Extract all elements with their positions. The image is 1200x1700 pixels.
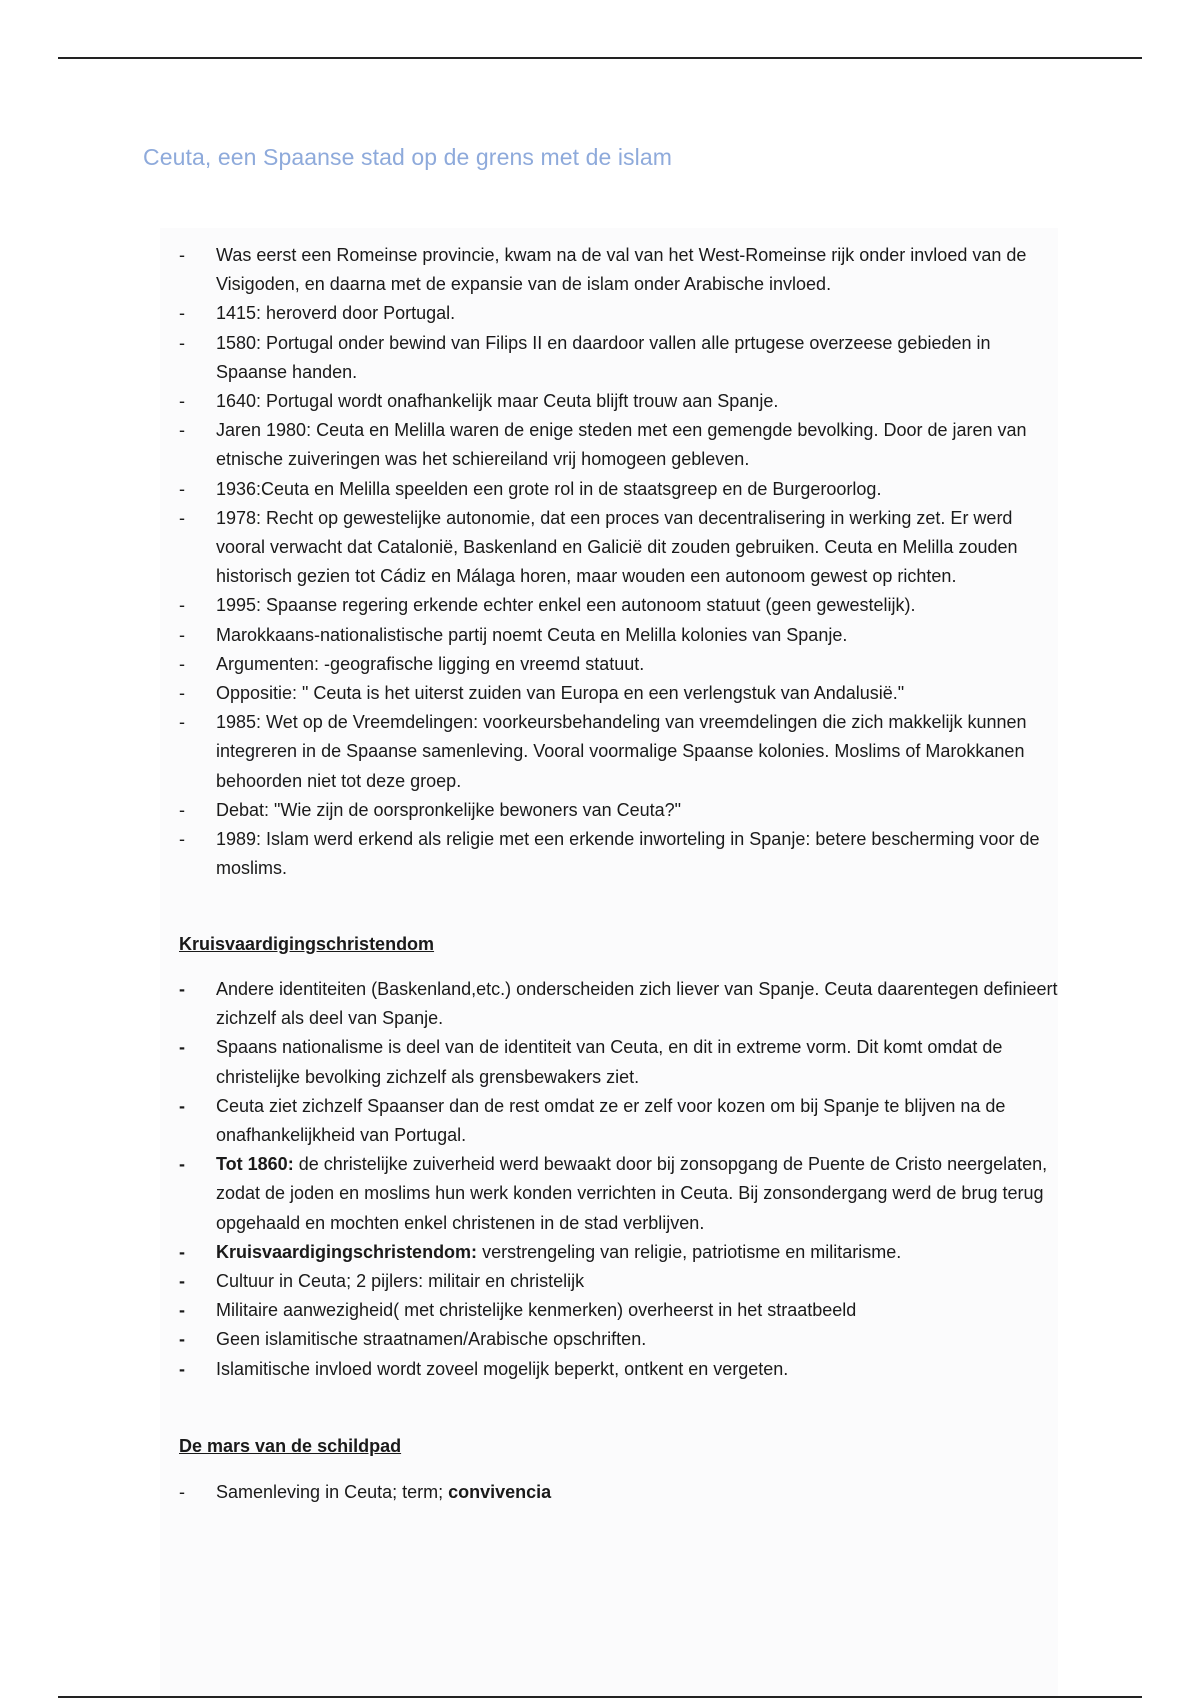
bullet-dash: - — [179, 653, 185, 674]
list-item: - Debat: "Wie zijn de oorspronkelijke bewoners van Ceuta?" — [179, 796, 1059, 825]
history-list — [179, 241, 1059, 883]
bullet-dash: - — [179, 799, 185, 820]
list-item: - Islamitische invloed wordt zoveel mogelijk beperkt, ontkent en vergeten. — [179, 1355, 1059, 1384]
bullet-dash: - — [179, 1300, 185, 1321]
list-item: - Spaans nationalisme is deel van de identiteit van Ceuta, en dit in extreme vorm. Dit komt omdat de christelijke bevolking zichzelf als grensbewakers ziet. — [179, 1033, 1059, 1091]
list-item: - 1978: Recht op gewestelijke autonomie, dat een proces van decentralisering in werking zet. Er werd vooral verwacht dat Catalonië, Baskenland en Galicië dit zouden gebruiken. Ceuta en Melilla zouden historisch gezien tot Cádiz en Málaga horen, maar wouden een autonoom gewest op richten. — [179, 504, 1059, 592]
bullet-dash: - — [179, 1241, 185, 1262]
bullet-dash: - — [179, 595, 185, 616]
bullet-dash: - — [179, 979, 185, 999]
document-title: Ceuta, een Spaanse stad op de grens met de islam — [143, 144, 673, 170]
bullet-dash: - — [179, 245, 185, 265]
bullet-dash: - — [179, 1482, 185, 1502]
bullet-dash: - — [179, 1271, 185, 1292]
bullet-dash: - — [179, 303, 185, 324]
section-history — [179, 241, 1059, 883]
bullet-dash: - — [179, 478, 185, 499]
bottom-rule — [58, 1696, 1142, 1698]
bullet-dash: - — [179, 1154, 185, 1175]
section-mars-van-de-schildpad — [179, 1478, 1059, 1507]
bullet-dash: - — [179, 683, 185, 704]
list-item: - Andere identiteiten (Baskenland,etc.) onderscheiden zich liever van Spanje. Ceuta daarentegen definieert zichzelf als deel van Spanje. — [179, 975, 1059, 1033]
bullet-dash: - — [179, 1037, 185, 1058]
section-heading-kruisvaardigingschristendom: Kruisvaardigingschristendom — [179, 934, 435, 954]
list-item: - Oppositie: " Ceuta is het uiterst zuiden van Europa en een verlengstuk van Andalusië." — [179, 679, 1059, 708]
list-item: - Cultuur in Ceuta; 2 pijlers: militair en christelijk — [179, 1267, 1059, 1296]
list-item: - Jaren 1980: Ceuta en Melilla waren de enige steden met een gemengde bevolking. Door de jaren van etnische zuiveringen was het schiereiland vrij homogeen gebleven. — [179, 416, 1059, 474]
list-item: - 1995: Spaanse regering erkende echter enkel een autonoom statuut (geen gewestelijk). — [179, 591, 1059, 620]
list-item: - 1415: heroverd door Portugal. — [179, 299, 1059, 328]
bullet-dash: - — [179, 624, 185, 645]
bullet-dash: - — [179, 712, 185, 733]
bullet-dash: - — [179, 1095, 185, 1116]
list-item: - Argumenten: -geografische ligging en vreemd statuut. — [179, 650, 1059, 679]
list-item: - Militaire aanwezigheid( met christelijke kenmerken) overheerst in het straatbeeld — [179, 1296, 1059, 1325]
list-item: - Ceuta ziet zichzelf Spaanser dan de rest omdat ze er zelf voor kozen om bij Spanje te blijven na de onafhankelijkheid van Portugal. — [179, 1092, 1059, 1150]
top-rule — [58, 57, 1142, 59]
bullet-dash: - — [179, 420, 185, 441]
list-item: - Was eerst een Romeinse provincie, kwam na de val van het West-Romeinse rijk onder invloed van de Visigoden, en daarna met de expansie van de islam onder Arabische invloed. — [179, 241, 1059, 299]
list-item: - Marokkaans-nationalistische partij noemt Ceuta en Melilla kolonies van Spanje. — [179, 621, 1059, 650]
bullet-dash: - — [179, 829, 185, 850]
bullet-dash: - — [179, 391, 185, 412]
list-item: - 1580: Portugal onder bewind van Filips II en daardoor vallen alle prtugese overzeese gebieden in Spaanse handen. — [179, 329, 1059, 387]
bullet-dash: - — [179, 507, 185, 528]
section-kruisvaardigingschristendom — [179, 975, 1059, 1384]
list-item: - 1640: Portugal wordt onafhankelijk maar Ceuta blijft trouw aan Spanje. — [179, 387, 1059, 416]
list-item: - Tot 1860: de christelijke zuiverheid werd bewaakt door bij zonsopgang de Puente de Cristo neergelaten, zodat de joden en moslims hun werk konden verrichten in Ceuta. Bij zonsondergang werd de brug terug opgehaald en mochten enkel christenen in de stad verblijven. — [179, 1150, 1059, 1238]
bullet-dash: - — [179, 332, 185, 353]
list-item: - Geen islamitische straatnamen/Arabische opschriften. — [179, 1325, 1059, 1354]
schildpad-list — [179, 1478, 1059, 1507]
list-item: - 1989: Islam werd erkend als religie met een erkende inworteling in Spanje: betere bescherming voor de moslims. — [179, 825, 1059, 883]
list-item: - 1985: Wet op de Vreemdelingen: voorkeursbehandeling van vreemdelingen die zich makkelijk kunnen integreren in de Spaanse samenleving. Vooral voormalige Spaanse kolonies. Moslims of Marokkanen behoorden niet tot deze groep. — [179, 708, 1059, 796]
bullet-dash: - — [179, 1329, 185, 1350]
bullet-dash: - — [179, 1358, 185, 1379]
list-item: - Samenleving in Ceuta; term; convivencia — [179, 1478, 1059, 1507]
kruisvaardiging-list — [179, 975, 1059, 1384]
section-heading-mars-van-de-schildpad: De mars van de schildpad — [179, 1436, 402, 1456]
list-item: - 1936:Ceuta en Melilla speelden een grote rol in de staatsgreep en de Burgeroorlog. — [179, 475, 1059, 504]
list-item: - Kruisvaardigingschristendom: verstrengeling van religie, patriotisme en militarisme. — [179, 1238, 1059, 1267]
